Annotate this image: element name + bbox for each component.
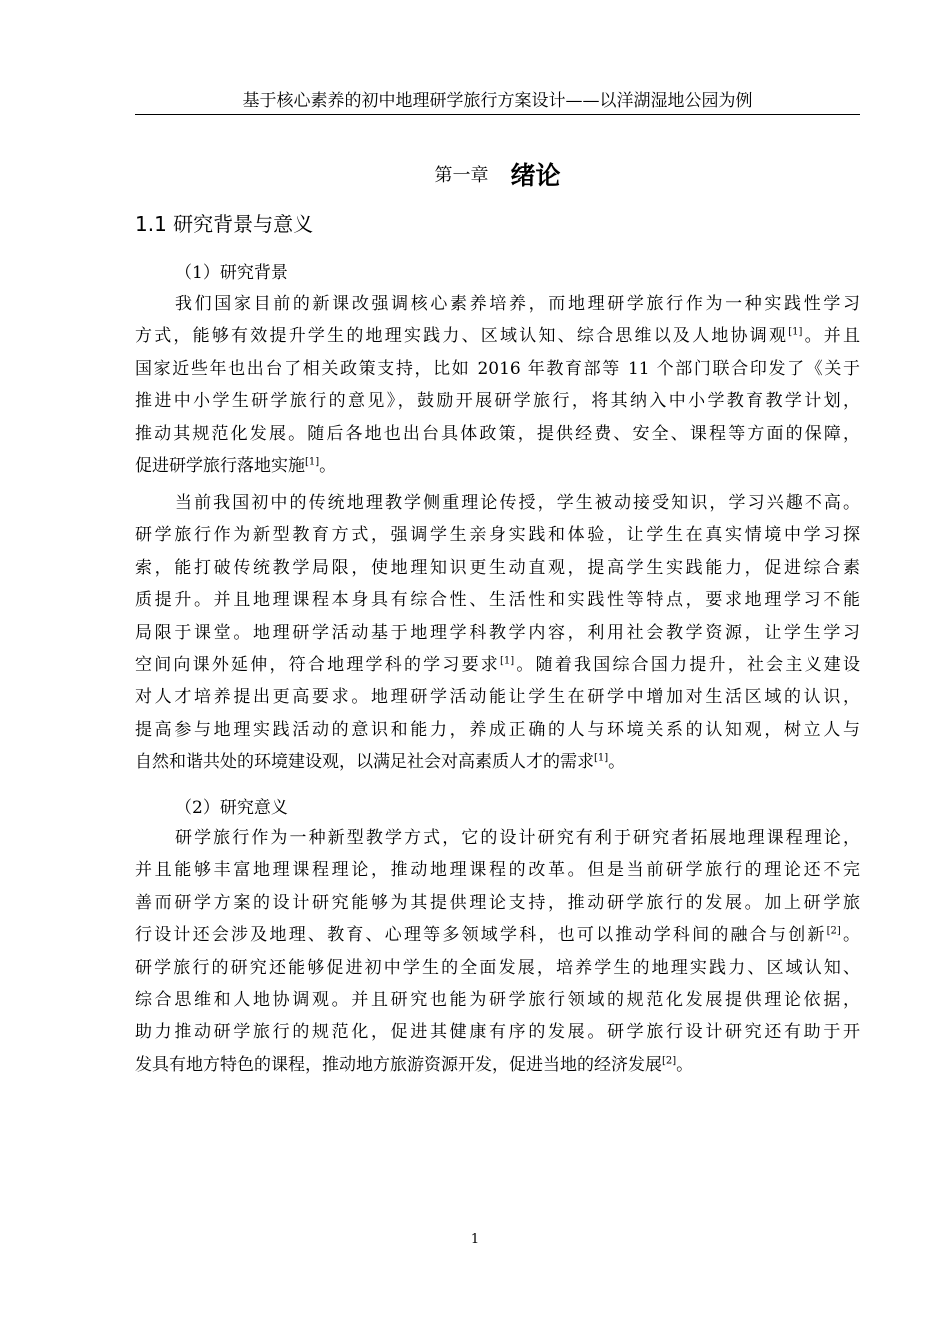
chapter-number: 第一章 [434, 165, 489, 186]
chapter-name: 绪论 [510, 161, 561, 190]
text-line [135, 418, 860, 450]
line-text: 国家近些年也出台了相关政策支持，比如 2016 年教育部等 11 个部门联合印发了《关于 [135, 358, 860, 379]
line-text-after-citation: 。随着我国综合国力提升，社会主义建设 [514, 654, 861, 675]
line-text: 质提升。并且地理课程本身具有综合性、生活性和实践性等特点，要求地理学习不能 [135, 590, 860, 611]
line-text: 当前我国初中的传统地理教学侧重理论传授，学生被动接受知识，学习兴趣不高。 [175, 493, 860, 513]
text-line [135, 649, 860, 681]
text-line [135, 584, 860, 616]
citation-marker: [2] [662, 1055, 677, 1067]
citation-marker: [1] [788, 326, 803, 338]
line-text: 推进中小学生研学旅行的意见》，鼓励开展研学旅行，将其纳入中小学教育教学计划， [135, 391, 860, 412]
line-text: 我们国家目前的新课改强调核心素养培养，而地理研学旅行作为一种实践性学习 [175, 294, 860, 314]
line-text: 研学旅行的研究还能够促进初中学生的全面发展，培养学生的地理实践力、区域认知、 [135, 957, 860, 978]
line-text: 行设计还会涉及地理、教育、心理等多领域学科，也可以推动学科间的融合与创新 [135, 925, 827, 946]
text-line [135, 1049, 860, 1081]
line-text-after-citation: 。 [319, 455, 337, 476]
citation-marker: [2] [826, 925, 841, 937]
text-line [135, 617, 860, 649]
subheading-background: （1）研究背景 [175, 263, 288, 283]
text-line [135, 450, 860, 482]
line-text: 促进研学旅行落地实施 [135, 455, 305, 476]
text-line [135, 519, 860, 551]
text-line [135, 1016, 860, 1048]
line-text: 局限于课堂。地理研学活动基于地理学科教学内容，利用社会教学资源，让学生学习 [135, 622, 860, 643]
line-text-after-citation: 。 [608, 752, 626, 773]
chapter-title [135, 156, 860, 192]
text-line [135, 822, 860, 854]
line-text-after-citation: 。 [676, 1054, 694, 1075]
line-text: 研学旅行作为新型教育方式，强调学生亲身实践和体验，让学生在真实情境中学习探 [135, 525, 860, 546]
paragraph-significance [135, 822, 860, 1081]
line-text: 方式，能够有效提升学生的地理实践力、区域认知、综合思维以及人地协调观 [135, 326, 789, 347]
text-line [135, 714, 860, 746]
text-line [135, 854, 860, 886]
text-line [135, 746, 860, 778]
line-text-after-citation: 。并且 [802, 326, 861, 347]
citation-marker: [1] [305, 456, 320, 468]
text-line [135, 487, 860, 519]
line-text: 研学旅行作为一种新型教学方式，它的设计研究有利于研究者拓展地理课程理论， [175, 828, 860, 848]
line-text-after-citation: 。 [840, 925, 861, 946]
text-line [135, 984, 860, 1016]
text-line [135, 919, 860, 951]
text-line [135, 320, 860, 352]
line-text: 助力推动研学旅行的规范化，促进其健康有序的发展。研学旅行设计研究还有助于开 [135, 1022, 860, 1043]
text-line [135, 288, 860, 320]
line-text: 善而研学方案的设计研究能够为其提供理论支持，推动研学旅行的发展。加上研学旅 [135, 892, 860, 913]
line-text: 综合思维和人地协调观。并且研究也能为研学旅行领域的规范化发展提供理论依据， [135, 989, 860, 1010]
page-number: 1 [470, 1232, 480, 1247]
paragraph-background-1 [135, 288, 860, 482]
section-heading: 1.1 研究背景与意义 [135, 212, 314, 236]
text-line [135, 385, 860, 417]
line-text: 自然和谐共处的环境建设观，以满足社会对高素质人才的需求 [135, 752, 594, 773]
line-text: 发具有地方特色的课程，推动地方旅游资源开发，促进当地的经济发展 [135, 1054, 662, 1075]
running-header: 基于核心素养的初中地理研学旅行方案设计——以洋湖湿地公园为例 [135, 88, 860, 115]
text-line [135, 552, 860, 584]
line-text: 推动其规范化发展。随后各地也出台具体政策，提供经费、安全、课程等方面的保障， [135, 423, 860, 444]
line-text: 空间向课外延伸，符合地理学科的学习要求 [135, 654, 501, 675]
citation-marker: [1] [500, 655, 515, 667]
text-line [135, 353, 860, 385]
text-line [135, 887, 860, 919]
text-line [135, 952, 860, 984]
line-text: 并且能够丰富地理课程理论，推动地理课程的改革。但是当前研学旅行的理论还不完 [135, 860, 860, 881]
line-text: 对人才培养提出更高要求。地理研学活动能让学生在研学中增加对生活区域的认识， [135, 687, 860, 708]
paragraph-background-2 [135, 487, 860, 779]
citation-marker: [1] [594, 752, 609, 764]
line-text: 提高参与地理实践活动的意识和能力，养成正确的人与环境关系的认知观，树立人与 [135, 719, 860, 740]
text-line [135, 681, 860, 713]
subheading-significance: （2）研究意义 [175, 798, 288, 818]
line-text: 索，能打破传统教学局限，使地理知识更生动直观，提高学生实践能力，促进综合素 [135, 557, 860, 578]
